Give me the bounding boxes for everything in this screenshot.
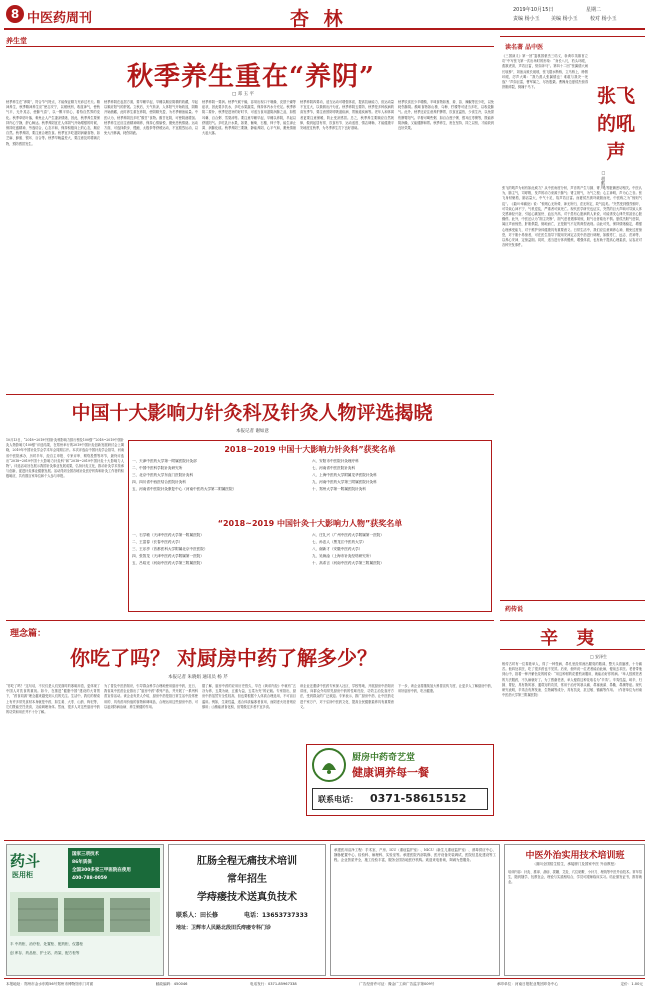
banner-brand: 厨房中药奇艺堂 [352, 753, 416, 763]
ad-left-product-image [10, 892, 160, 936]
ideas-byline: 本报记者 朱晓娟 通讯员 杨 芹 [168, 675, 228, 680]
proof-credit: 校对 杨小玉 [590, 16, 617, 22]
lead-body-col-5: 秋季饮食宜少辛增酸，辛味食物如葱、姜、蒜、辣椒等宜少吃，以免耗伤肺阴。酸味食物如山楂、乌梅、柠檬等可适当多吃，以收敛肺气。此外，秋季还应注意养护脾胃，饮食宜温热，少食生冷，以免损伤脾胃阳气。早餐可喝些粥，如百合莲子粥、银耳红枣粥等，既能养阴润燥，又能健脾和胃。秋季养生，贵在坚持，持之以恒，才能收到良好效果。 [398, 100, 494, 131]
divider [4, 840, 645, 841]
banner-slogan: 健康调养每一餐 [352, 766, 429, 779]
footer [6, 982, 643, 987]
awards-box2-right [312, 532, 490, 567]
list-item: 十、郑州大学第一附属医院针灸科 [312, 487, 366, 491]
ad-left-brand: 药斗 [10, 852, 41, 870]
ad-training-body: 培训内容：针灸、推拿、刮痧、拔罐、艾灸、穴位贴敷、小针刀、埋线等中医外治技术。常年招生，随到随学，包教包会，理论与实践相结合，学员可跟师临床实习。结业颁发证书，推荐就业。 [508, 870, 642, 885]
lead-body-col-2: 秋季养阴在起居方面，要早睡早起，早睡以顺应阴精的收藏，早起以顺应阳气的舒展。立秋后，天气转凉，人体阳气开始收敛，阴精开始潜藏，此时养生重在养阴，使阴精充盈，为冬季储备能量。中医认为，秋季养阴宜多吃“酸甘”食物。酸甘化阴，可使阴液增加。秋季养生还应注意精神调养，保持心情愉悦，避免悲秋情绪。运动方面，可选择散步、慢跑、太极拳等舒缓运动，不宜剧烈运动，以免大汗淋漓，耗伤阴液。 [104, 100, 198, 136]
list-item: 五、吕绍光（河南中医药大学第三附属医院） [132, 561, 204, 565]
section-title: 杏 林 [290, 8, 347, 30]
ad-training-title: 中医外治实用技术培训班 [525, 851, 625, 861]
lead-headline: 秋季养生重在“养阴” [127, 62, 375, 92]
list-item: 六、安阳市中医院针灸理疗科 [312, 459, 359, 463]
list-item: 一、石学敏（天津中医药大学第一附属医院） [132, 533, 204, 537]
hotline-label: 联系电话： [318, 795, 358, 804]
ideas-body-col-3: 据了解，厨房中药的应用历史悠久，早在《黄帝内经》中就有“五谷为养，五果为助，五畜为益，五菜为充”的记载。专家指出，厨房中药虽然安全性较高，但也要根据个人体质合理选用，不可盲目滥用。例如，生姜性温，适合体质偏寒者食用，而阴虚火旺者则应慎用；山楂能消食化积，但胃酸过多者不宜多食。 [202, 684, 296, 709]
acupuncture-byline: 本报记者 谢如意 [236, 429, 269, 434]
ad-left-sub: 医用柜 [12, 871, 33, 879]
editor-credit: 责编 杨小玉 [513, 16, 540, 22]
reading-byline: □ 胡献国 [601, 170, 606, 189]
list-item: 一、天津中医药大学第一附属医院针灸部 [132, 459, 197, 463]
footer-item: 承印单位：河南日报报业集团印务中心 [496, 982, 559, 986]
reading-body-top: 《三国演义》第一回“宴桃园豪杰三结义，斩黄巾英雄首立功”中写张飞第一次出场时的形象：“身长八尺，豹头环眼，燕颔虎须，声若巨雷，势如奔马”。第四十二回“张翼德大闹长坂桥”，刘备兵败长坂坡，张飞据水断桥，立马桥上，睁圆环眼，厉声大喝：“我乃燕人张翼德也！谁敢与我决一死战？”声如巨雷，曹军闻之，尽皆股栗。曹操身边夏侯杰惊得肝胆碎裂，倒撞于马下。 [502, 54, 588, 90]
ad-notice-body: 承建医用洁净工程：手术室、产房、ICU（重症监护室）、NICU（新生儿重症监护室）、消毒供应中心、静脉配置中心、检验科、病理科、实验室等。承建医院内部装修、医疗设备安装调试、医院信息化建设等工程。企业资质齐全，施工经验丰富，服务全国各地医疗机构。欢迎来电垂询，竭诚为您服务。 [334, 848, 496, 863]
issue-weekday: 星期二 [586, 7, 602, 13]
footer-item: 广告经营许可证：豫金广工商广告监字第009号 [359, 982, 435, 986]
ideas-body-col-4: 该企业还邀请中医药专家深入社区、学校等地，开展厨房中药知识讲座，向群众介绍常见厨房中药的性味归经、功效主治及食疗方法，受到群众的广泛欢迎。专家表示，推广厨房中药，让中医药走进千家万户，对于弘扬中医药文化、提高全民健康素养具有重要意义。 [300, 684, 394, 709]
hotline-number: 0371-58615152 [370, 792, 467, 805]
ad-mid-address: 地址：卫辉市人民路北段田氏痔瘘专科门诊 [176, 925, 272, 931]
list-item: 八、上海中医药大学附属龙华医院针灸科 [312, 473, 377, 477]
list-item: 七、孙忠人（黑龙江中医药大学） [312, 540, 366, 544]
lead-body-col-4: 秋季养阴四要动，适当运动可增强体质，提高抗病能力，但运动量不宜过大，以微微出汗为宜。秋季养阴五要防，秋季是多种疾病的高发季节，要注意预防呼吸道疾病、胃肠道疾病等。老年人和体弱者更要注意保暖，防止受凉感冒。总之，秋季养生要顺应自然规律，做到起居有常、饮食有节、运动适度、情志调畅，才能健康平安地度过秋季，为冬季养生打下良好基础。 [300, 100, 394, 131]
awards-box2-title: “2018~2019 中国针灸十大影响力人物”获奖名单 [217, 519, 403, 528]
ad-mid-title1: 肛肠全程无痛技术培训 [197, 856, 297, 867]
list-item: 九、吴焕淦（上海市针灸经络研究所） [312, 554, 374, 558]
acupuncture-headline: 中国十大影响力针灸科及针灸人物评选揭晓 [71, 402, 433, 424]
paper-name: 中医药周刊 [27, 11, 93, 26]
lead-body-col-3: 秋季养阴一要润。秋季气候干燥，容易出现口干咽燥、皮肤干燥等症状，因此要多饮水，多吃水果蔬菜，保持体内水分充足。秋季养阴二要补，秋季是进补的好时节，可适当食用滋阴润肺之品，如银耳羹、百合粥、雪梨汤等。要注意早睡早起，早睡以养阴，早起以舒展阳气。多吃乳汁水果，如梨、葡萄、石榴、柿子等，能生津止渴、润肺化痰。秋季养阴三要静，静能养阴，心平气和，避免情绪大起大落。 [202, 100, 296, 136]
footer-item: 定价：1.00元 [620, 982, 643, 986]
ad-mid-phone: 电话：13653737333 [244, 912, 308, 919]
divider [6, 620, 494, 621]
list-item: 九、河南中医药大学第三附属医院针灸科 [312, 480, 377, 484]
lead-byline: □ 邓 玉 平 [232, 92, 255, 97]
ad-mid-title3: 学痔瘘技术送真负技术 [197, 892, 297, 903]
awards-box1-title: 2018~2019 中国十大影响力针灸科”获奖名单 [224, 445, 396, 454]
list-item: 四、四川省中西医结合医院针灸科 [132, 480, 186, 484]
column-tag-health: 养生堂 [6, 37, 27, 45]
awards-box1-left [132, 458, 310, 493]
column-tag-reading: 读名著 品中医 [505, 44, 544, 51]
list-item: 六、庄礼兴（广州中医药大学附属第一医院） [312, 533, 384, 537]
list-item: 八、谢新才（安徽中医药大学） [312, 547, 363, 551]
list-item: 四、张智龙（天津中医药大学附属第一医院） [132, 554, 204, 558]
legend-title: 辛 夷 [540, 628, 601, 649]
list-item: 七、河南省中医医院针灸科 [312, 466, 356, 470]
ideas-body-col-1: “你吃了吗？”这句话，不仅仅是人们见面时的寒暄用语，更体现了中国人对饮食的重视。如今，在推进“健康中国”建设的大背景下，“药食同源”理念越来越受到人们的关注。生活中，我们的餐桌上有许多常见食材本身就是中药，如生姜、大枣、山药、枸杞等，它们既能烹饪美食，又能调理身体。然而，很多人对这些厨房中药的功效和用法并不十分了解。 [6, 684, 100, 715]
reading-title: 张飞的吼声 [596, 85, 635, 163]
ideas-headline: 你吃了吗？ 对厨房中药了解多少？ [70, 646, 377, 670]
ideas-body-col-5: 下一步，该企业将继续加大科普宣传力度，让更多人了解厨房中药，用好厨房中药，吃出健康。 [398, 684, 494, 694]
list-item: 三、北京中医药大学东直门医院针灸科 [132, 473, 194, 477]
page-number: 8 [6, 5, 24, 23]
list-item: 三、王乐亭（首都医科大学附属北京中医医院） [132, 547, 208, 551]
issue-date: 2019年10月15日 [513, 7, 554, 13]
divider [6, 46, 494, 47]
ad-left-lines: 国家三项技术 86年质保 全国300多家三甲医院在使用 400-788-0059 [72, 852, 131, 881]
ad-left-features: 丰 中药柜、治疗柜、处置柜、配药柜、仪器柜 创 库存、药品柜、护士站、药架、配方柜等 [10, 942, 84, 955]
list-item: 五、河南省中医院针灸康复中心（河南中医药大学第二附属医院） [132, 487, 237, 491]
divider [6, 394, 494, 395]
awards-box2-left [132, 532, 310, 567]
ad-mid-contact: 联系人：田长修 [176, 912, 219, 919]
footer-item: 电话发行：0371-85967338 [250, 982, 297, 986]
divider [500, 36, 645, 37]
legend-body: 相传古时有一位秦姓举人，得了一种怪病，鼻孔里经常流出腥臭的脓涕，整天头昏脑涨，十分痛苦。他四处求医，吃了很多药也不见效。后来，他听说一位老者能治此病，便前去求医。老者带他到山中，指着一种开紫色花的树说：“用这种树的花蕾煎汤服用，就能治好你的病。”举人按照老者的方法服药，不久病就好了。为了感谢老者，举人便将这种花取名为“辛夷”。辛夷性温，味辛，归肺、胃经，具有散风寒、通鼻窍的功效，常用于治疗风寒头痛、鼻塞流涕、鼻鼽、鼻渊等症。现代研究表明，辛夷含有挥发油、生物碱等成分，具有抗炎、抗过敏、镇痛等作用。（作者单位为河南中医药大学第三附属医院） [502, 662, 642, 698]
ideas-tag: 理念篇： [10, 629, 47, 639]
ideas-body-col-2: 为了普及中医药知识，引导群众科学合理地使用厨房中药，近日，我省某中医药企业推出了“厨房中药”系列产品，并开展了一系列科普宣传活动。该企业负责人介绍，厨房中药是指日常生活中经常使用的、具有药用价值的食物和调味品，合理运用这些厨房中药，可以起到防病治病、养生保健的作用。 [104, 684, 198, 709]
legend-byline: □ 安泽生 [590, 654, 608, 659]
list-item: 二、王富春（长春中医药大学） [132, 540, 183, 544]
ad-training-sub: （面向全国招生招生，承接厦门及国家中医 外治教授） [532, 862, 618, 866]
lead-body-col-1: 秋季养生在“养阴”，符合节气特点，才能保证精力充沛过冬天。精神养生，秋季精神养生应“使志安宁，以缓秋刑，收敛神气，使秋气平，无外其志，使肺气清”，以一颗平常心，看待自然界的变化。秋季草枯叶落，难免让人产生凄凉情绪，因此，秋季养生要保持内心宁静，舒心畅达。秋季养阴宜在人体阴气开始增强的时候，保持旺盛精神，劳逸结合，心态平和，保持积极向上的心态，顺应自然。秋季养阴，要注意合理饮食。秋季宜多吃滋阴润燥食物，如芝麻、蜂蜜、银耳、百合等。秋季早晚温差大，要注意及时增减衣物，预防感冒发生。 [6, 100, 100, 146]
awards-box1-right [312, 458, 490, 493]
divider [4, 978, 645, 979]
designer-credit: 美编 杨小玉 [551, 16, 578, 22]
column-tag-legend: 药传说 [505, 606, 524, 613]
ad-mid-title2: 常年招生 [227, 874, 267, 885]
acupuncture-body: 10月13日，“2018~2019中国针灸科影响力排行榜及100强”“2018~2019中国针灸人物影响力100强”评选结果，在郑州举行的2019中国针灸创新发展研讨会上揭晓，2019年中国针灸学会学术年会同期召开。本次评选由中国针灸学会指导，河南省中医院承办，历时半年，经自主申报、专家评审、网络投票等环节，最终评选出“2018~2019中国十大影响力针灸科”和“2018~2019中国针灸十大影响力人物”。评选活动旨在展示我国针灸事业发展成果，弘扬针灸文化，推动针灸学术传承与创新，促进针灸事业健康发展。活动得到全国各地针灸医疗机构和针灸工作者的积极响应，共有数百家单位和个人参与申报。 [6, 438, 124, 479]
footer-item: 邮政编码：450046 [155, 982, 188, 986]
divider [500, 600, 645, 601]
footer-item: 本报地址：郑州市金水东路56号郑州市博物馆东门对面 [6, 982, 94, 986]
list-item: 二、中国中医科学院针灸研究所 [132, 466, 183, 470]
brand-logo-icon [312, 748, 346, 782]
list-item: 十、高希言（河南中医药大学第三附属医院） [312, 561, 384, 565]
reading-body-main: 张飞的吼声为何有如此威力？从中医角度分析，声音的产生与肺、肾、心等脏腑密切相关。中医认为，肺主气，司呼吸，发声的动力来源于肺气；肾主纳气，为气之根；心主神明，声为心之音。张飞身材魁梧，肺活量大，中气十足，故声若巨雷。而夏侯杰被吓破胆而死，中医称之为“惊则气乱”。《素问·举痛论》说：“惊则心无所倚，神无所归，虑无所定，故气乱矣。”突然受到强烈惊吓，可导致心神不宁，气机逆乱，严重者可致死亡。现代医学研究也证实，突然的巨大声响可导致人体交感神经兴奋，引起心跳加快、血压升高，对于患有心脏病的人来说，可能诱发心律失常甚至心脏骤停。此外，中医还认为“胆主决断”，胆气虚者遇事易惊，胆气壮者临危不惧。夏侯杰胆气虚弱，闻巨声而惊恐，肝胆俱裂，倒地而亡，正是胆气不足的典型表现。由此可见，保持情绪稳定，增强心理承受能力，对于维护身体健康具有重要意义。日常生活中，我们应注意调养心神，避免过度惊恐，对于胆小易惊者，可在医生指导下服用安神定志类中药进行调理，如酸枣仁、远志、茯神等，以养心安神、定惊益胆。同时，适当进行体育锻炼，增强体质，也有助于提高心理素质，从容应对各种突发事件。 [502, 186, 642, 248]
